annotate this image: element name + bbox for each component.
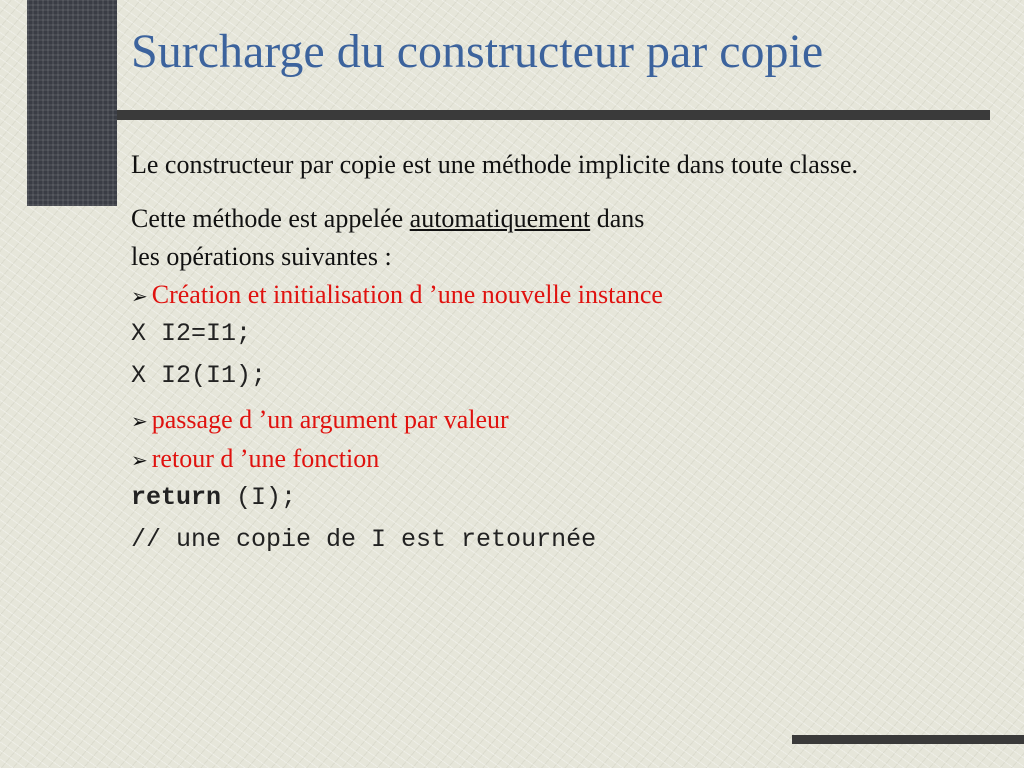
code-line-return <box>131 479 981 517</box>
arrow-bullet-icon: ➢ <box>131 284 148 308</box>
code-line-constructor: X I2(I1); <box>131 361 267 390</box>
decorative-dark-block <box>27 0 117 206</box>
bullet-creation <box>131 276 981 315</box>
return-expression: (I); <box>221 483 297 512</box>
bullet-pass-by-value-text: passage d ’un argument par valeur <box>151 405 509 434</box>
operations-paragraph <box>131 200 981 238</box>
slide-body <box>131 146 981 559</box>
bullet-pass-by-value <box>131 401 981 440</box>
operations-text-start: Cette méthode est appelée <box>131 204 410 233</box>
slide-title: Surcharge du constructeur par copie <box>131 25 824 78</box>
bullet-return-text: retour d ’une fonction <box>151 444 380 473</box>
operations-text-end: dans <box>590 204 645 233</box>
intro-paragraph: Le constructeur par copie est une méthode implicite dans toute classe. <box>131 150 859 179</box>
bullet-creation-text: Création et initialisation d ’une nouvelle instance <box>151 280 663 309</box>
code-line-assign: X I2=I1; <box>131 319 252 348</box>
footer-rule <box>792 735 1024 744</box>
bullet-return <box>131 440 981 479</box>
arrow-bullet-icon: ➢ <box>131 448 148 472</box>
operations-paragraph-line2: les opérations suivantes : <box>131 242 392 271</box>
title-underline-rule <box>117 110 990 120</box>
code-comment-line: // une copie de I est retournée <box>131 525 597 554</box>
arrow-bullet-icon: ➢ <box>131 409 148 433</box>
automatiquement-underlined: automatiquement <box>409 204 591 233</box>
return-keyword: return <box>131 483 222 512</box>
